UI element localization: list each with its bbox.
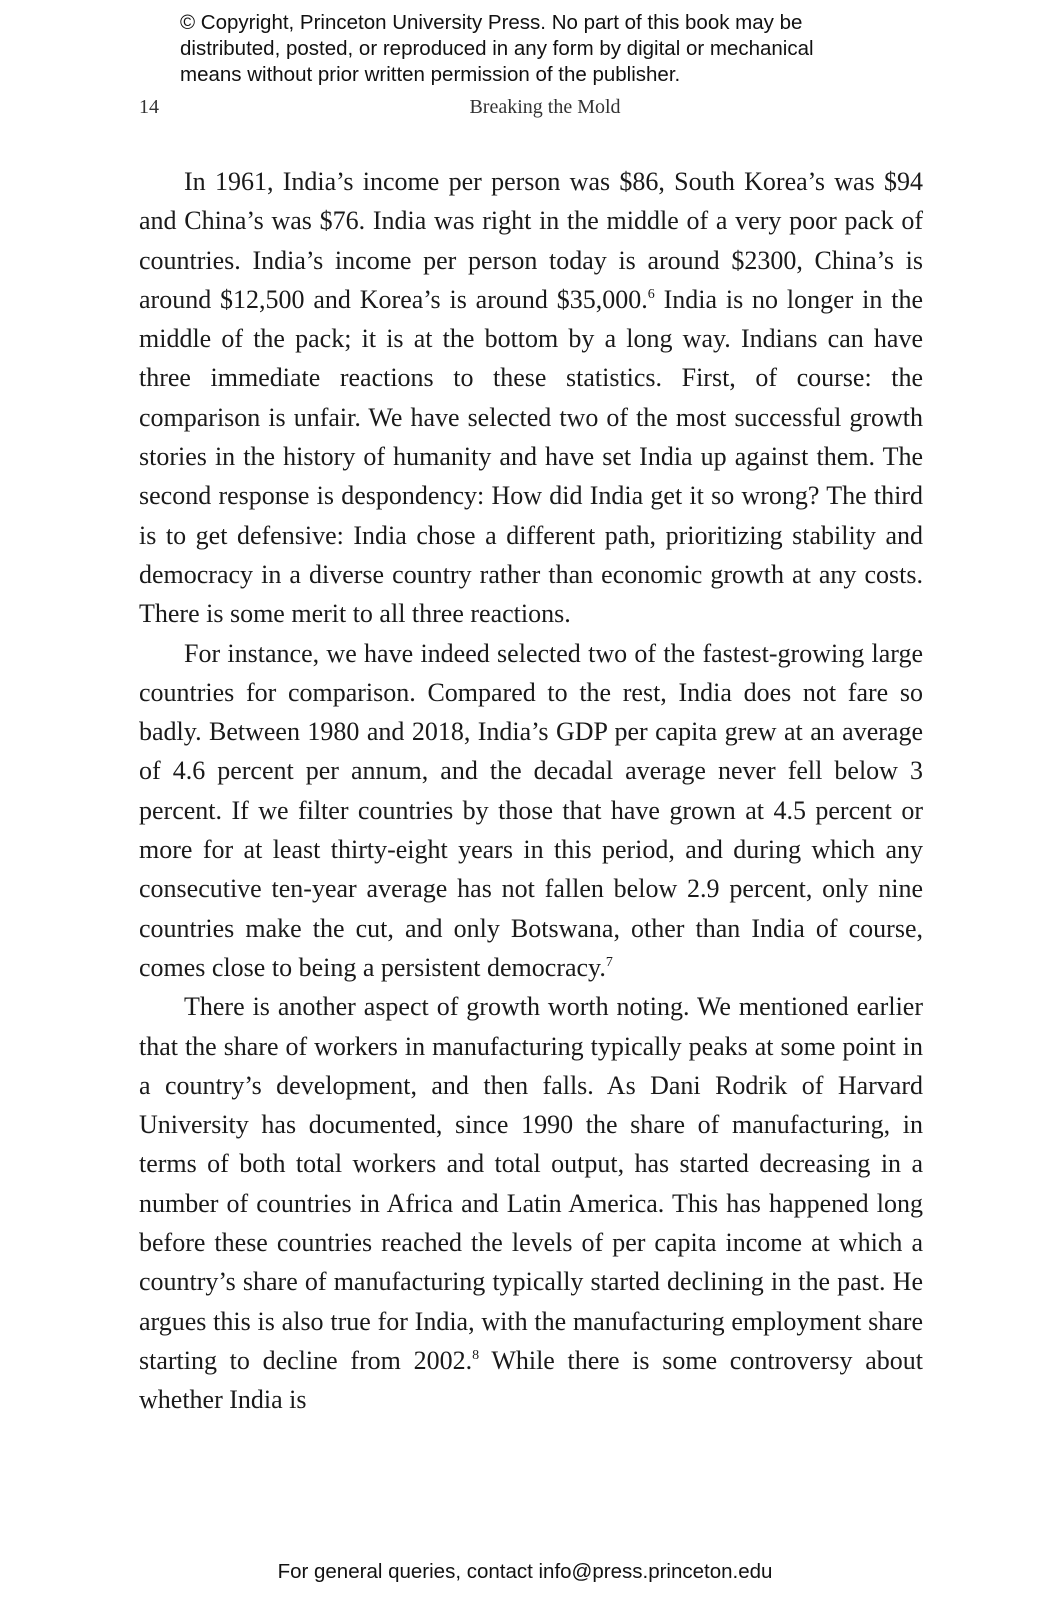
paragraph [139,634,923,988]
paragraph-text: While there is some controversy about whether India is [139,1345,923,1415]
paragraph [139,162,923,634]
footnote-marker: 6 [647,286,655,302]
paragraph-text: In 1961, India’s income per person was $86, South Korea’s was $94 and China’s was $76. India was right in the middle of a very poor pack of countries. India’s income per person today is around $2300, China’s is around $12,500 and Korea’s is around $35,000. [139,167,923,314]
paragraph-text: There is another aspect of growth worth noting. We mentioned earlier that the share of workers in manufacturing typically peaks at some point in a country’s development, and then falls. As Dani Rodrik of Harvard University has documented, since 1990 the share of manufacturing, in terms of both total workers and total output, has started decreasing in a number of countries in Africa and Latin America. This has happened long before these countries reached the levels of per capita income at which a country’s share of manufacturing typically started declining in the past. He argues this is also true for India, with the manufacturing employment share starting to decline from 2002. [139,992,923,1375]
copyright-line: distributed, posted, or reproduced in any form by digital or mechanical [180,37,814,60]
footnote-marker: 7 [605,954,613,970]
page-number: 14 [139,96,159,118]
paragraph-text: For instance, we have indeed selected two of the fastest-growing large countries for comparison. Compared to the rest, India does not fare so badly. Between 1980 and 2018, India’s GDP per capita grew at an average of 4.6 percent per annum, and the decadal average never fell below 3 percent. If we filter countries by those that have grown at 4.5 percent or more for at least thirty-eight years in this period, and during which any consecutive ten-year average has not fallen below 2.9 percent, only nine countries make the cut, and only Botswana, other than India of course, comes close to being a persistent democracy. [139,638,923,982]
paragraph-text: India is no longer in the middle of the pack; it is at the bottom by a long way. Indians can have three immediate reactions to these statistics. First, of course: the comparison is unfair. We have selected two of the most successful growth stories in the history of humanity and have set India up against them. The second response is despondency: How did India get it so wrong? The third is to get defensive: India chose a different path, prioritizing stability and democracy in a diverse country rather than economic growth at any costs. There is some merit to all three reactions. [139,284,923,629]
copyright-line: means without prior written permission of the publisher. [180,63,681,86]
paragraph [139,987,923,1419]
footnote-marker: 8 [472,1347,480,1363]
copyright-line: © Copyright, Princeton University Press. No part of this book may be [180,11,803,34]
body-text [139,162,923,1420]
running-head [0,96,1050,126]
footer-contact: For general queries, contact info@press.princeton.edu [277,1560,773,1583]
copyright-notice [180,10,1000,88]
book-title: Breaking the Mold [469,96,621,118]
